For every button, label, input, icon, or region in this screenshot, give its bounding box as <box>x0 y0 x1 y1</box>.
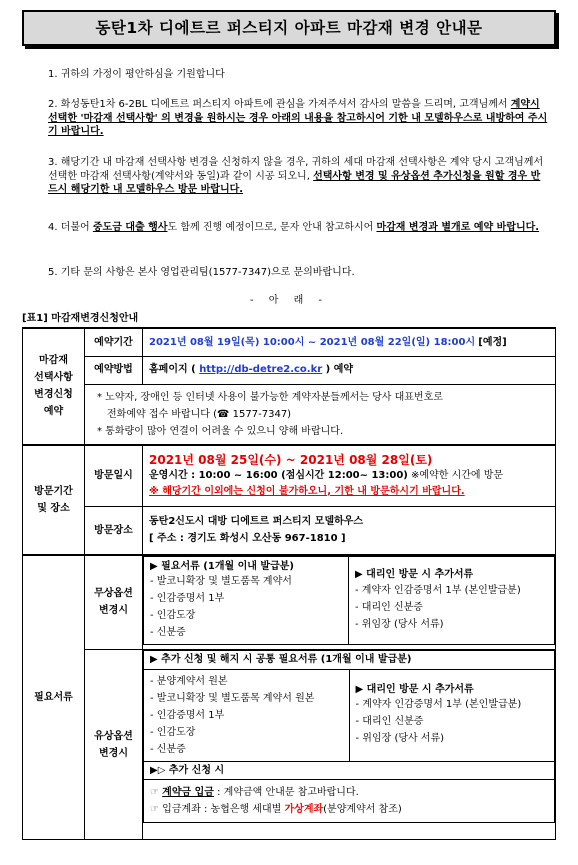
visit-datetime-head: 방문일시 <box>85 445 143 507</box>
paid-option-head: 유상옵션 변경시 <box>85 650 143 840</box>
reservation-period-head: 예약기간 <box>85 328 143 356</box>
section-visit-label: 방문기간 및 장소 <box>23 445 85 555</box>
section-documents-label: 필요서류 <box>23 555 85 840</box>
homepage-link[interactable]: http://db-detre2.co.kr <box>199 364 323 376</box>
application-table <box>22 327 556 840</box>
paragraph-2: 2. 화성동탄1차 6-2BL 디에트르 퍼스티지 아파트에 관심을 가져주셔서 감사의 말씀을 드리며, 고객님께서 계약시 선택한 '마감재 선택사항' 의 변경을 원하시는 경우 아래의 내용을 참고하시어 기한 내 모델하우스로 내방하여 주시기 바랍니다. <box>48 99 548 137</box>
page-title: 동탄1차 디에트르 퍼스티지 아파트 마감재 변경 안내문 <box>22 10 556 46</box>
reservation-period-value: 2021년 08월 19일(목) 10:00시 ~ 2021년 08월 22일(일) 18:00시 [예정] <box>143 328 556 356</box>
paragraph-4: 4. 더불어 중도금 대출 행사도 함께 진행 예정이므로, 문자 안내 참고하시어 마감재 변경과 별개로 예약 바랍니다. <box>48 222 540 233</box>
visit-place-head: 방문장소 <box>85 507 143 555</box>
table-caption: [표1] 마감재변경신청안내 <box>22 313 139 324</box>
visit-place-value: 동탄2신도시 대방 디에트르 퍼스티지 모델하우스 [ 주소 : 경기도 화성시 오산동 967-1810 ] <box>143 507 556 555</box>
section-reservation-label: 마감재 선택사항 변경신청 예약 <box>23 328 85 445</box>
free-option-docs: ▶ 필요서류 (1개월 이내 발급분) - 발코니확장 및 별도품목 계약서 - 인감증명서 1부 - 인감도장 - 신분증 ▶ 대리인 방문 시 추가서류 - 계약자 인감증명서 1부 (본인발급분) - 대리인 신분증 - 위임장 (당사 서류) <box>143 555 556 650</box>
free-option-head: 무상옵션 변경시 <box>85 555 143 650</box>
paragraph-3: 3. 해당기간 내 마감재 선택사항 변경을 신청하지 않을 경우, 귀하의 세대 마감재 선택사항은 계약 당시 고객님께서 선택한 마감재 선택사항(계약서와 동일)과 같이 시공 되오니, 선택사항 변경 및 유상옵션 추가신청을 원할 경우 반드시 해당기한 내 모델하우스 방문 바랍니다. <box>48 157 544 195</box>
paragraph-5: 5. 기타 문의 사항은 본사 영업관리팀(1577-7347)으로 문의바랍니다. <box>48 267 355 278</box>
reservation-notes: * 노약자, 장애인 등 인터넷 사용이 불가능한 계약자분들께서는 당사 대표번호로 전화예약 접수 바랍니다 (☎ 1577-7347) * 통화량이 많아 연결이 어려울 수 있으니 양해 바랍니다. <box>85 384 556 445</box>
paragraph-1: 1. 귀하의 가정이 평안하심을 기원합니다 <box>48 69 225 80</box>
below-marker: - 아 래 - <box>249 295 329 306</box>
reservation-method-value: 홈페이지 ( http://db-detre2.co.kr ) 예약 <box>143 356 556 384</box>
reservation-method-head: 예약방법 <box>85 356 143 384</box>
visit-datetime-value: 2021년 08월 25일(수) ~ 2021년 08월 28일(토) 운영시간 : 10:00 ~ 16:00 (점심시간 12:00~ 13:00) ※예약한 시간에 방문 ※ 해당기간 이외에는 신청이 불가하오니, 기한 내 방문하시기 바랍니다. <box>143 445 556 507</box>
paid-option-docs: ▶ 추가 신청 및 해지 시 공통 필요서류 (1개월 이내 발급분) - 분양계약서 원본 - 발코니확장 및 별도품목 계약서 원본 - 인감증명서 1부 - 인감도장 - 신분증 ▶ 대리인 방문 시 추가서류 - 계약자 인감증명서 1부 (본인발급분) - 대리인 신분증 - 위임장 (당사 서류) ▶▷ 추가 신청 시 ☞ 계약금 입금 : 계약금액 안내문 참고바랍니다. ☞ 입금계좌 : 농협은행 세대별 가상계좌(분양계약서 참조) <box>143 650 556 840</box>
